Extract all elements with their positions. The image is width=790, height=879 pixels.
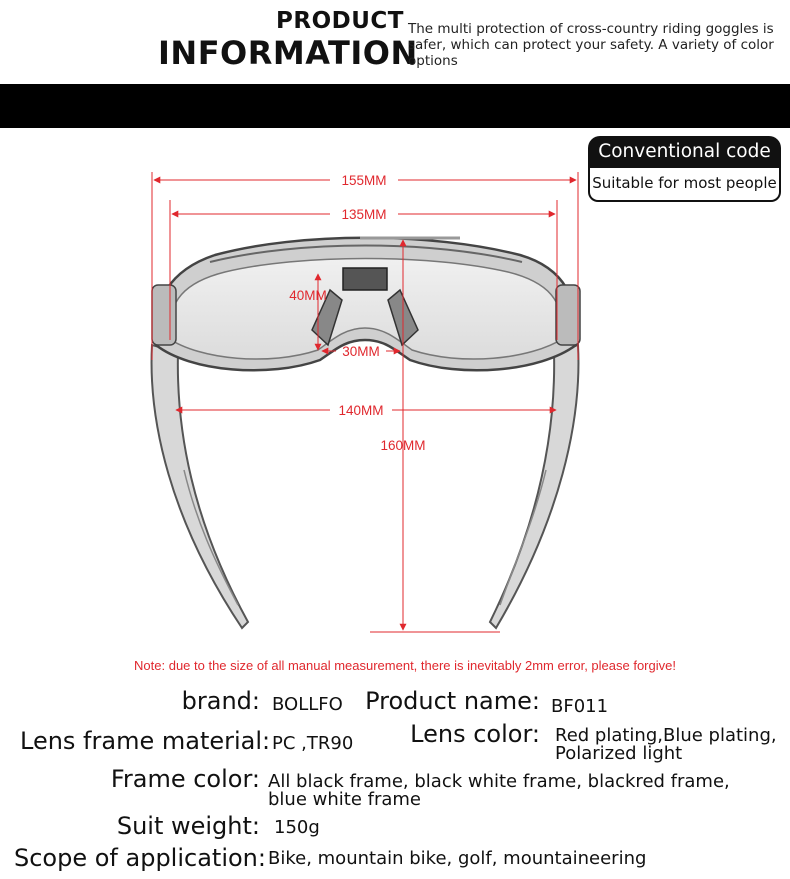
lens-frame-material-value: PC ,TR90 (272, 733, 354, 754)
header-title-line2: INFORMATION (158, 34, 418, 72)
dim-140-label: 140MM (338, 403, 384, 418)
measurement-note: Note: due to the size of all manual measurement, there is inevitably 2mm error, please forgive! (134, 658, 676, 673)
header-title-line1: PRODUCT (276, 8, 404, 34)
dim-30-label: 30MM (342, 344, 380, 359)
product-name-label: Product name: (365, 687, 540, 715)
lens-color-value: Red plating,Blue plating, Polarized light (555, 725, 777, 764)
suit-weight-value: 150g (274, 817, 320, 838)
dim-135-label: 135MM (341, 207, 387, 222)
frame-color-label: Frame color: (110, 765, 260, 793)
header-description: The multi protection of cross-country riding goggles is safer, which can protect your safety. A variety of color options (408, 21, 774, 69)
badge-title: Conventional code (588, 136, 781, 168)
dim-160-label: 160MM (380, 438, 426, 453)
brand-label: brand: (181, 687, 260, 715)
right-temple (490, 345, 578, 628)
suit-weight-label: Suit weight: (116, 812, 260, 840)
lens-frame-material-label: Lens frame material: (20, 727, 271, 755)
frame-color-value: All black frame, black white frame, blackred frame, blue white frame (268, 771, 730, 810)
brand-value: BOLLFO (272, 694, 343, 715)
dim-140 (176, 403, 556, 418)
scope-label: Scope of application: (14, 844, 266, 872)
product-name-value: BF011 (551, 696, 609, 717)
goggles-diagram (0, 150, 790, 650)
header-band (0, 84, 790, 128)
left-temple (152, 345, 248, 628)
dim-40-label: 40MM (289, 288, 327, 303)
scope-value: Bike, mountain bike, golf, mountaineering (268, 848, 647, 869)
badge-subtitle: Suitable for most people (588, 168, 781, 202)
dim-155-label: 155MM (341, 173, 387, 188)
lens-color-label: Lens color: (410, 720, 540, 748)
